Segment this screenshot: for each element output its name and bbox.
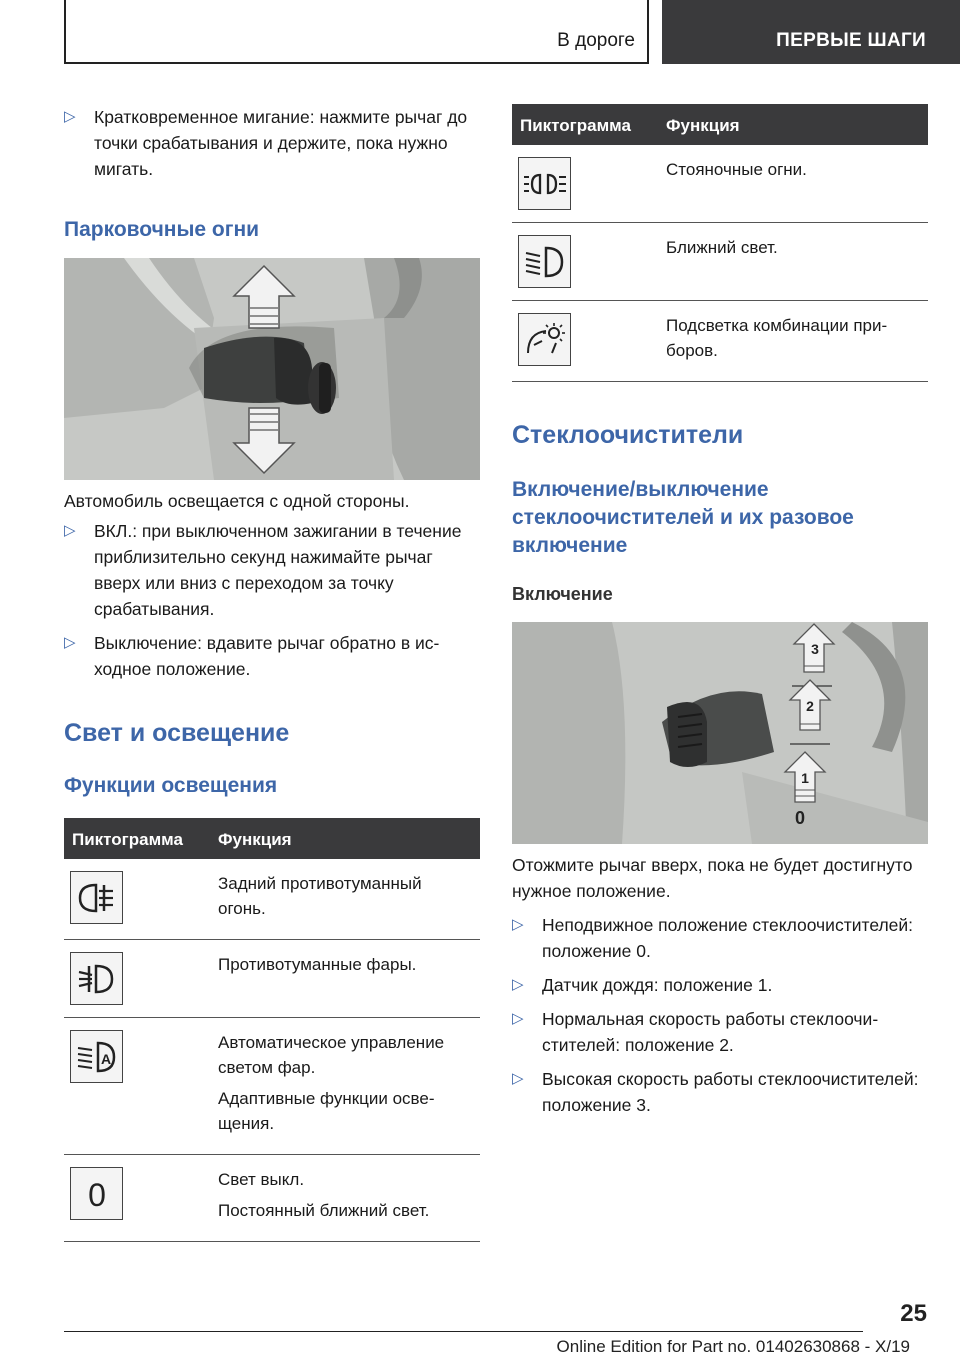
bullet-off-text: Выключение: вдавите рычаг обратно в исходное положение. [94,633,440,679]
table-header-function: Функция [658,104,928,145]
function-text: Постоянный ближний свет. [218,1201,430,1220]
bullet-off [64,630,480,682]
bullet-on-text: ВКЛ.: при выключенном зажигании в течение приблизительно секунд нажимайте рычаг вверх или вниз с переходом за точку срабатывания. [94,521,462,619]
wiper-bullet-text: Нормальная скорость работы стеклоочистителей: положение 2. [542,1009,879,1055]
bullet-triangle-icon: ▷ [512,1010,524,1027]
table-row [512,301,928,382]
function-text: Адаптивные функции освещения. [218,1089,435,1133]
wiper-bullets [512,912,928,1118]
table-row [64,1018,480,1155]
left-column [64,104,480,182]
bullet-on [64,518,480,622]
wiper-bullet-text: Датчик дождя: положение 1. [542,975,773,995]
parking-lever-illustration [64,258,480,480]
header-chapter-tab [662,0,960,64]
page-number: 25 [900,1300,927,1327]
rear-fog-light-icon [70,871,123,924]
function-text: Стояночные огни. [666,160,807,179]
table-header-pictogram: Пиктограмма [64,818,210,859]
table-row [64,940,480,1018]
wiper-bullet [512,1066,928,1118]
wiper-position-0-label: 0 [794,808,806,828]
wiper-bullet [512,1006,928,1058]
bullet-triangle-icon: ▷ [64,108,76,125]
bullet-triangle-icon: ▷ [64,522,76,539]
function-text: Подсветка комбинации приборов. [666,316,888,360]
header-section-tab [64,0,649,64]
parking-caption: Автомобиль освещается с одной стороны. [64,491,410,511]
functions-heading: Функции освещения [64,774,278,797]
function-text: Противотуманные фары. [218,955,417,974]
function-text: Свет выкл. [218,1170,305,1189]
bullet-triangle-icon: ▷ [512,976,524,993]
wiper-caption: Отожмите рычаг вверх, пока не будет достигнуто нужное положение. [512,855,913,901]
parking-lights-heading: Парковочные огни [64,218,260,241]
bullet-triangle-icon: ▷ [512,916,524,933]
wiper-bullet [512,912,928,964]
table-row [512,145,928,223]
header-section-label: В дороге [557,30,635,51]
bullet-flash [64,104,480,182]
wiper-position-1-label: 1 [801,770,809,786]
parking-lights-icon [518,157,571,210]
wipers-subheading: Включение/выключение стеклоочистителей и их разовое включение [512,478,854,557]
parking-bullets [64,518,480,682]
bullet-triangle-icon: ▷ [64,634,76,651]
table-row [64,859,480,940]
table-header-function: Функция [210,818,480,859]
table-row [512,223,928,301]
wiper-lever-illustration [512,622,928,844]
footer-edition: Online Edition for Part no. 01402630868 - X/19 [556,1337,910,1356]
bullet-flash-text: Кратковременное мигание: нажмите рычаг до точки срабатывания и держите, пока нужно мигать. [94,107,468,179]
wiper-bullet-text: Неподвижное положение стеклоочистителей: положение 0. [542,915,914,961]
wipers-heading: Стеклоочистители [512,421,744,449]
wiper-bullet [512,972,928,998]
auto-headlight-icon [70,1030,123,1083]
svg-text:A: A [100,1050,111,1067]
front-fog-light-icon [70,952,123,1005]
header-chapter-label: ПЕРВЫЕ ШАГИ [776,30,926,51]
function-text: Автоматическое управление светом фар. [218,1033,445,1077]
low-beam-icon [518,235,571,288]
wiper-bullet-text: Высокая скорость работы стеклоочистителей: положение 3. [542,1069,919,1115]
table-row [64,1155,480,1242]
left-light-table [64,818,480,1242]
footer-divider [64,1331,863,1332]
wiper-position-3-label: 3 [811,641,819,657]
table-header-pictogram: Пиктограмма [512,104,658,145]
function-text: Ближний свет. [666,238,778,257]
wiper-position-2-label: 2 [806,698,814,714]
bullet-triangle-icon: ▷ [512,1070,524,1087]
function-text: Задний противотуманный огонь. [218,874,422,918]
on-subheading: Включение [512,584,613,604]
svg-text:0: 0 [87,1176,106,1213]
lights-off-zero-icon [70,1167,123,1220]
instrument-lighting-icon [518,313,571,366]
right-light-table [512,104,928,382]
light-heading: Свет и освещение [64,719,290,747]
